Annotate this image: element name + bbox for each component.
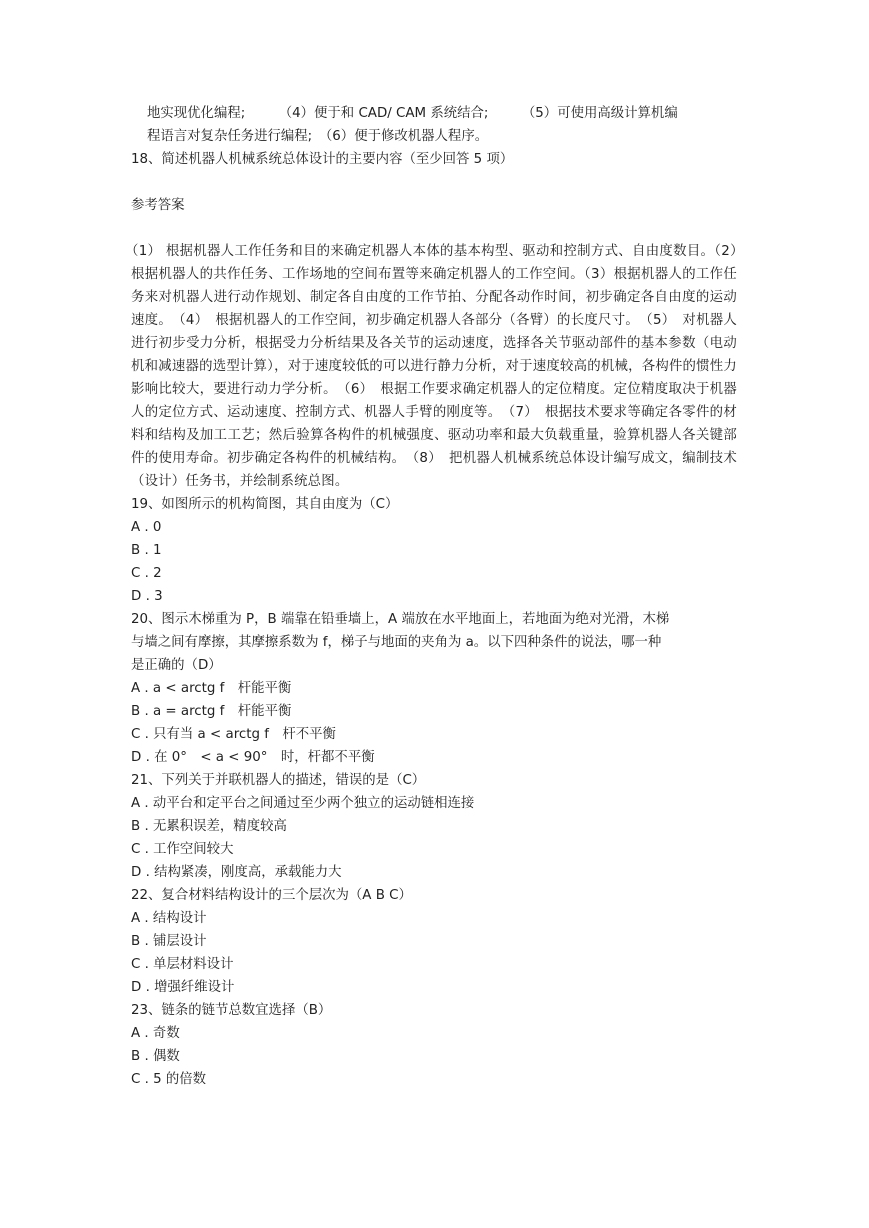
- option-b: B . 1: [131, 543, 162, 558]
- answer-paragraph: （1） 根据机器人工作任务和目的来确定机器人本体的基本构型、驱动和控制方式、自由度数目。（2）根据机器人的共作任务、工作场地的空间布置等来确定机器人的工作空间。（3）根据机器人的工作任务来对机器人进行动作规划、制定各自由度的工作节拍、分配各动作时间，初步确定各自由度的运动速度。 （4） 根据机器人的工作空间，初步确定机器人各部分（各臂）的长度尺寸。 （5） 对机器人进行初步受力分析，根据受力分析结果及各关节的运动速度，选择各关节驱动部件的基本参数（电动机和减速器的选型计算），对于速度较低的可以进行静力分析，对于速度较高的机械，各构件的惯性力影响比较大，要进行动力学分析。 （6） 根据工作要求确定机器人的定位精度。定位精度取决于机器人的定位方式、运动速度、控制方式、机器人手臂的刚度等。 （7） 根据技术要求等确定各零件的材料和结构及加工工艺；然后验算各构件的机械强度、驱动功率和最大负载重量，验算机器人各关键部件的使用寿命。初步确定各构件的机械结构。 （8） 把机器人机械系统总体设计编写成文，编制技术（设计）任务书，并绘制系统总图。: [125, 244, 737, 489]
- question-20-cont: 与墙之间有摩擦，其摩擦系数为 f，梯子与地面的夹角为 a。以下四种条件的说法，哪一种: [131, 635, 662, 650]
- option-d: D . 增强纤维设计: [131, 980, 235, 995]
- text-line: 程语言对复杂任务进行编程; （6）便于修改机器人程序。: [147, 129, 489, 144]
- blank-line: [131, 217, 737, 240]
- option-a: A . 奇数: [131, 1026, 180, 1041]
- option-d: D . 结构紧凑，刚度高，承载能力大: [131, 865, 342, 880]
- option-c: C . 工作空间较大: [131, 842, 234, 857]
- option-b: B . a = arctg f 杆能平衡: [131, 704, 292, 719]
- question-19: 19、如图所示的机构简图，其自由度为（C）: [131, 497, 399, 512]
- option-c: C . 2: [131, 566, 162, 581]
- option-c: C . 单层材料设计: [131, 957, 234, 972]
- option-a: A . 结构设计: [131, 911, 207, 926]
- blank-line: [131, 171, 737, 194]
- answer-heading: 参考答案: [131, 198, 185, 213]
- option-d: D . 在 0° < a < 90° 时，杆都不平衡: [131, 750, 375, 765]
- option-c: C . 5 的倍数: [131, 1072, 207, 1087]
- text-line: 地实现优化编程; （4）便于和 CAD/ CAM 系统结合; （5）可使用高级计算机编: [147, 106, 678, 121]
- option-b: B . 铺层设计: [131, 934, 207, 949]
- question-20-cont: 是正确的（D）: [131, 658, 222, 673]
- question-23: 23、链条的链节总数宜选择（B）: [131, 1003, 332, 1018]
- option-d: D . 3: [131, 589, 163, 604]
- question-21: 21、下列关于并联机器人的描述，错误的是（C）: [131, 773, 426, 788]
- option-c: C . 只有当 a < arctg f 杆不平衡: [131, 727, 336, 742]
- question-20: 20、图示木梯重为 P，B 端靠在铅垂墙上，A 端放在水平地面上，若地面为绝对光滑，木梯: [131, 612, 670, 627]
- question-18: 18、简述机器人机械系统总体设计的主要内容（至少回答 5 项）: [131, 152, 514, 167]
- question-22: 22、复合材料结构设计的三个层次为（A B C）: [131, 888, 412, 903]
- option-a: A . 0: [131, 520, 162, 535]
- option-b: B . 偶数: [131, 1049, 180, 1064]
- option-a: A . 动平台和定平台之间通过至少两个独立的运动链相连接: [131, 796, 475, 811]
- option-a: A . a < arctg f 杆能平衡: [131, 681, 292, 696]
- option-b: B . 无累积误差，精度较高: [131, 819, 287, 834]
- document-body: [125, 102, 737, 1091]
